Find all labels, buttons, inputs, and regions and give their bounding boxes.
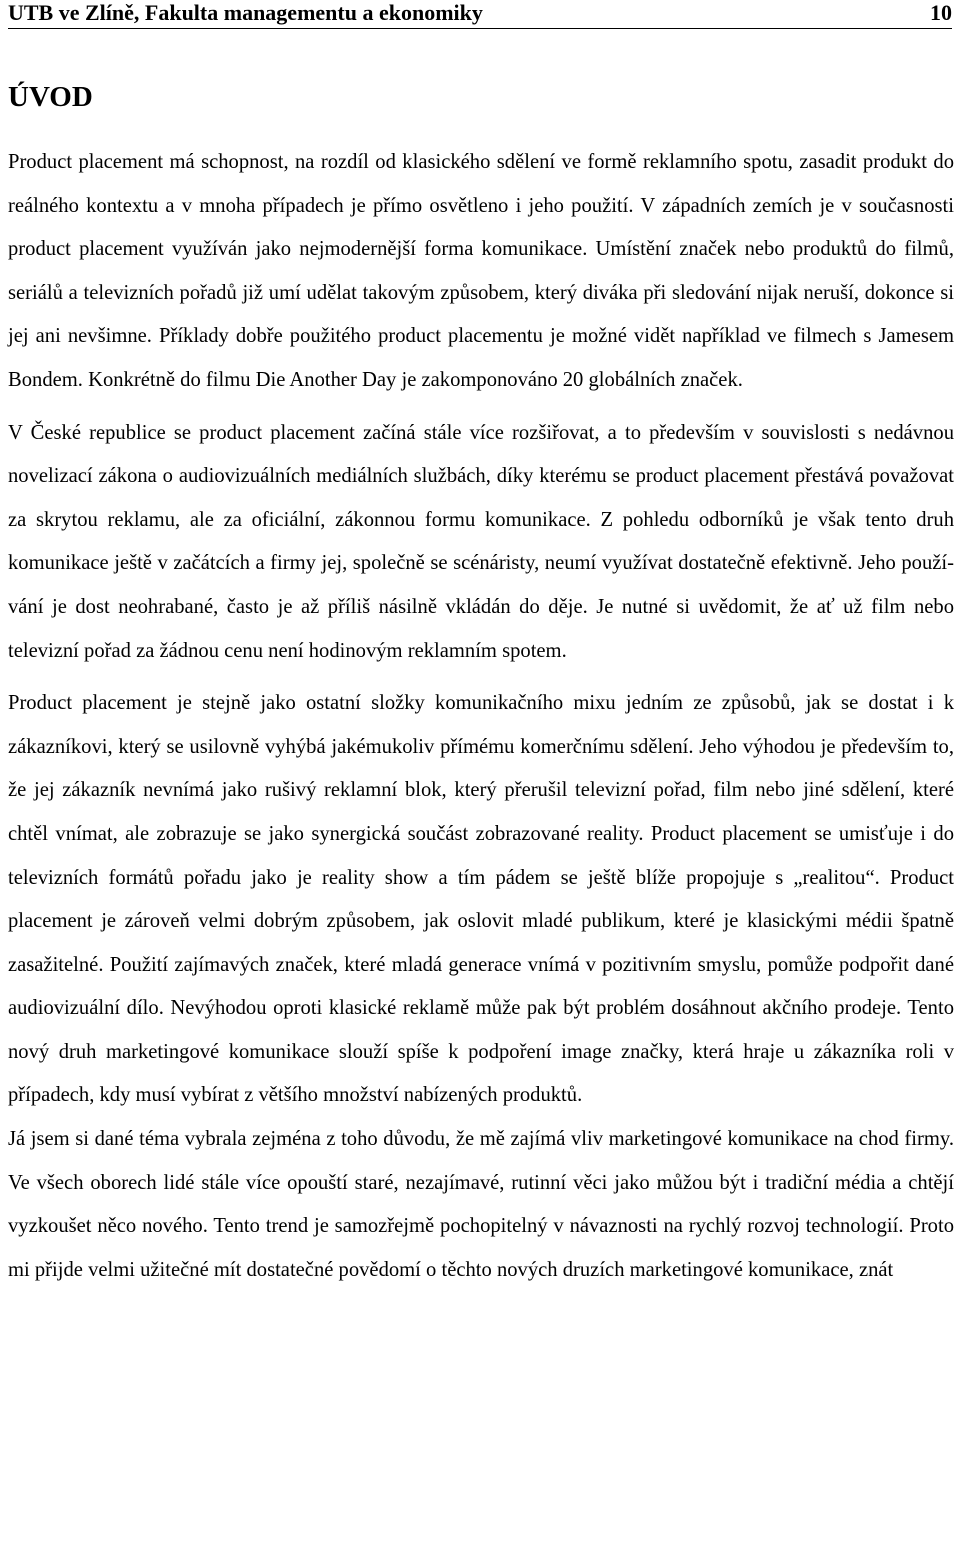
- chapter-title: ÚVOD: [8, 81, 93, 113]
- paragraph-2: V České republice se product placement začíná stále více rozšiřovat, a to především v souvislosti s nedávnou novelizací zákona o audiovizuálních mediálních službách, díky kterému se product placement přestává považovat za skrytou reklamu, ale za oficiální, zákonnou formu komunikace. Z pohledu odborníků je však tento druh komunikace ještě v začátcích a firmy jej, společně se scénáristy, neumí využívat dostatečně efektivně. Jeho používání je dost neohrabané, často je až příliš násilně vkládán do děje. Je nutné si uvědomit, že ať už film nebo televizní pořad za žádnou cenu není hodinovým reklamním spotem.: [8, 421, 954, 662]
- page-number: 10: [930, 0, 952, 25]
- paragraph-3: Product placement je stejně jako ostatní složky komunikačního mixu jedním ze způsobů, jak se dostat i k zákazníkovi, který se usilovně vyhýbá jakémukoliv přímému komerčnímu sdělení. Jeho výhodou je především to, že jej zákazník nevnímá jako rušivý reklamní blok, který přerušil televizní pořad, film nebo jiné sdělení, které chtěl vnímat, ale zobrazuje se jako synergická součást zobrazované reality. Product placement se umisťuje i do televizních formátů pořadu jako je reality show a tím pádem se ještě blíže propojuje s „realitou“. Product placement je zároveň velmi dobrým způsobem, jak oslovit mladé publikum, které je klasickými médii špatně zasažitelné. Použití zajímavých značek, které mladá generace vnímá v pozitivním smyslu, pomůže podpořit dané audiovizuální dílo. Nevýhodou oproti klasické reklamě může pak být problém dosáhnout akčního prodeje. Tento nový druh marketingové komunikace slouží spíše k podpoření image značky, která hraje u zákazníka roli v případech, kdy musí vybírat z většího množství nabízených produktů.: [8, 692, 954, 1107]
- body-text: [8, 141, 954, 1292]
- paragraph-4: Já jsem si dané téma vybrala zejména z toho důvodu, že mě zajímá vliv marketingové komunikace na chod firmy. Ve všech oborech lidé stále více opouští staré, nezajímavé, rutinní věci jako můžou být i tradiční média a chtějí vyzkoušet něco nového. Tento trend je samozřejmě pochopitelný v návaznosti na rychlý rozvoj technologií. Proto mi přijde velmi užitečné mít dostatečné povědomí o těchto nových druzích marketingové komunikace, znát: [8, 1128, 954, 1281]
- header-institution: UTB ve Zlíně, Fakulta managementu a ekonomiky: [8, 0, 483, 25]
- paragraph-1: Product placement má schopnost, na rozdíl od klasického sdělení ve formě reklamního spotu, zasadit produkt do reálného kontextu a v mnoha případech je přímo osvětleno i jeho použití. V západních zemích je v současnosti product placement využíván jako nejmodernější forma komunikace. Umístění značek nebo produktů do filmů, seriálů a televizních pořadů již umí udělat takovým způsobem, který diváka při sledování nijak neruší, dokonce si jej ani nevšimne. Příklady dobře použitého product placementu je možné vidět například ve filmech s Jamesem Bondem. Konkrétně do filmu Die Another Day je zakomponováno 20 globálních značek.: [8, 151, 954, 391]
- running-header: [8, 0, 952, 29]
